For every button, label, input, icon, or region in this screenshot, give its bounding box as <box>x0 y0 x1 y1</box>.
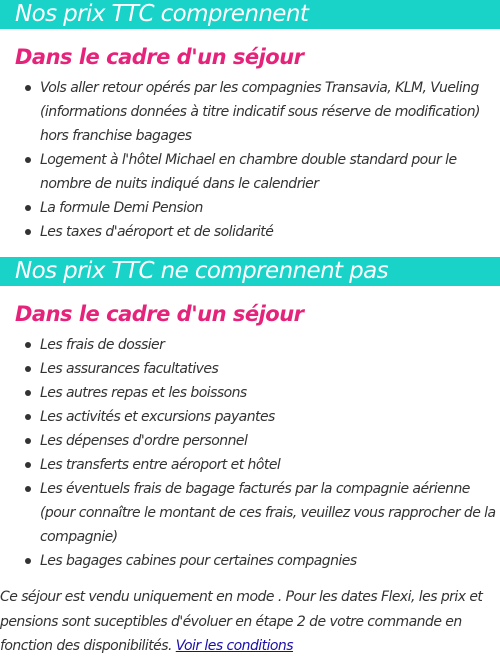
list-item: Vols aller retour opérés par les compagnies Transavia, KLM, Vueling (informations données à titre indicatif sous réserve de modification) hors franchise bagages <box>40 76 500 148</box>
bullet-icon <box>25 342 31 348</box>
list-item: La formule Demi Pension <box>40 196 500 220</box>
bullet-icon <box>25 205 31 211</box>
bullet-icon <box>25 462 31 468</box>
bullet-icon <box>25 85 31 91</box>
list-item: Les éventuels frais de bagage facturés par la compagnie aérienne (pour connaître le montant de ces frais, veuillez vous rapprocher de la compagnie) <box>40 477 500 549</box>
list-item: Les frais de dossier <box>40 333 500 357</box>
excluded-banner-title: Nos prix TTC ne comprennent pas <box>15 258 389 284</box>
bullet-icon <box>25 390 31 396</box>
bullet-icon <box>25 486 31 492</box>
included-subtitle: Dans le cadre d'un séjour <box>15 45 304 69</box>
conditions-text: Ce séjour est vendu uniquement en mode . Pour les dates Flexi, les prix et pensions sont suceptibles d'évoluer en étape 2 de votre commande en fonction des disponibilités. <box>0 589 483 654</box>
list-item: Les taxes d'aéroport et de solidarité <box>40 220 500 244</box>
included-list <box>0 76 500 244</box>
conditions-note <box>0 585 500 659</box>
list-item: Logement à l'hôtel Michael en chambre double standard pour le nombre de nuits indiqué dans le calendrier <box>40 148 500 196</box>
list-item: Les autres repas et les boissons <box>40 381 500 405</box>
list-item: Les dépenses d'ordre personnel <box>40 429 500 453</box>
bullet-icon <box>25 157 31 163</box>
excluded-subtitle: Dans le cadre d'un séjour <box>15 302 304 326</box>
excluded-list <box>0 333 500 573</box>
bullet-icon <box>25 229 31 235</box>
included-banner <box>0 0 500 29</box>
list-item: Les bagages cabines pour certaines compagnies <box>40 549 500 573</box>
excluded-banner <box>0 257 500 286</box>
bullet-icon <box>25 558 31 564</box>
included-banner-title: Nos prix TTC comprennent <box>15 1 309 27</box>
bullet-icon <box>25 414 31 420</box>
section-spacer <box>0 244 500 257</box>
list-item: Les transferts entre aéroport et hôtel <box>40 453 500 477</box>
bullet-icon <box>25 366 31 372</box>
list-item: Les assurances facultatives <box>40 357 500 381</box>
conditions-link[interactable]: Voir les conditions <box>175 638 294 654</box>
list-item: Les activités et excursions payantes <box>40 405 500 429</box>
bullet-icon <box>25 438 31 444</box>
